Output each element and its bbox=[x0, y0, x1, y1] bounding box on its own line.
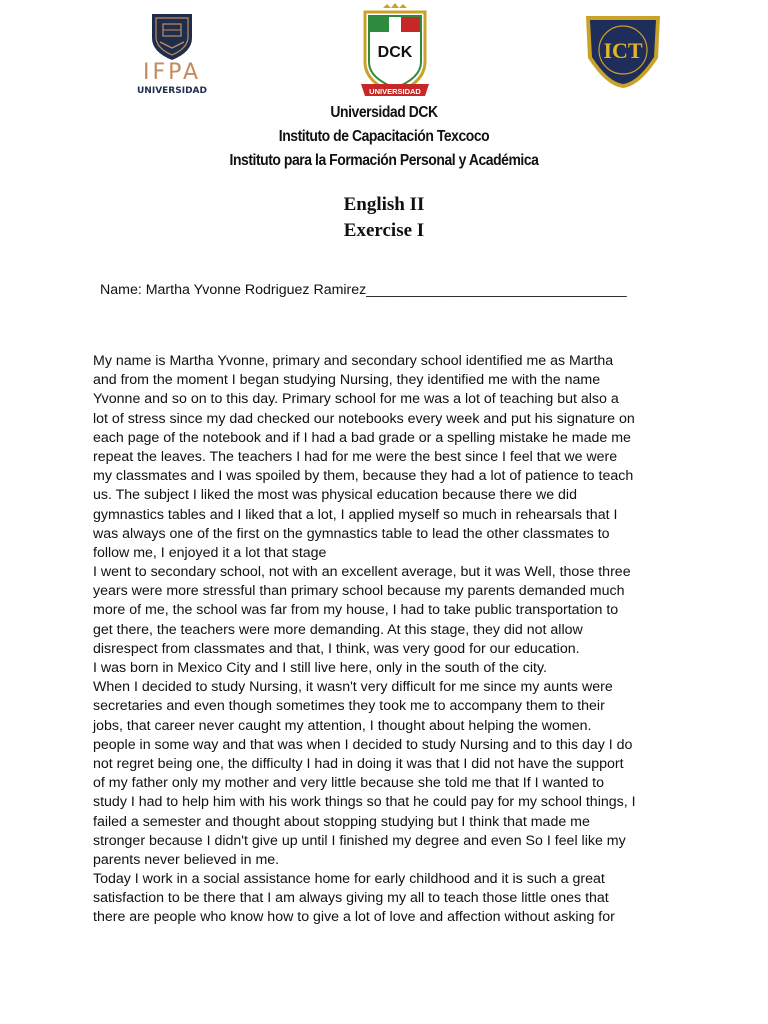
essay-line: my classmates and I was spoiled by them, because they had a lot of patience to teach bbox=[93, 468, 634, 485]
student-name-line: Name: Martha Yvonne Rodriguez Ramirez_________________________________ bbox=[100, 282, 627, 298]
essay-line: lot of stress since my dad checked our notebooks every week and put his signature on bbox=[93, 410, 635, 427]
essay-line: Today I work in a social assistance home for early childhood and it is such a great bbox=[93, 871, 605, 888]
header-institute-formacion: Instituto para la Formación Personal y Académica bbox=[229, 152, 539, 169]
essay-line: years were more stressful than primary school because my parents demanded much bbox=[93, 583, 625, 600]
header-institute-texcoco: Instituto de Capacitación Texcoco bbox=[278, 128, 490, 145]
essay-line: was always one of the first on the gymnastics table to lead the other classmates to bbox=[93, 525, 610, 542]
essay-line: secretaries and even though sometimes they took me to accompany them to their bbox=[93, 698, 605, 715]
dck-logo-text: DCK bbox=[377, 44, 413, 61]
essay-line: people in some way and that was when I decided to study Nursing and to this day I do bbox=[93, 736, 633, 753]
essay-line: parents never believed in me. bbox=[93, 851, 280, 868]
essay-line: stronger because I didn't give up until I finished my degree and even So I feel like my bbox=[93, 832, 626, 849]
essay-line: I went to secondary school, not with an excellent average, but it was Well, those three bbox=[93, 564, 631, 581]
ict-logo bbox=[580, 8, 666, 90]
dck-logo bbox=[355, 2, 435, 102]
ifpa-logo-text: IFPA bbox=[142, 60, 202, 85]
essay-line: more of me, the school was far from my house, I had to take public transportation to bbox=[93, 602, 619, 619]
essay-line: disrespect from classmates and that, I think, was very good for our education. bbox=[93, 640, 580, 657]
ifpa-logo-subtitle: UNIVERSIDAD bbox=[137, 86, 207, 96]
header-university: Universidad DCK bbox=[330, 104, 438, 121]
essay-line: I was born in Mexico City and I still live here, only in the south of the city. bbox=[93, 660, 547, 676]
essay-line: us. The subject I liked the most was physical education because there we did bbox=[93, 487, 577, 504]
essay-line: follow me, I enjoyed it a lot that stage bbox=[93, 544, 327, 561]
essay-line: there are people who know how to give a lot of love and affection without asking for bbox=[93, 909, 615, 926]
essay-line: When I decided to study Nursing, it wasn't very difficult for me since my aunts were bbox=[93, 679, 613, 696]
essay-line: not regret being one, the difficulty I had in doing it was that I did not have the support bbox=[93, 755, 624, 772]
essay-body bbox=[93, 352, 693, 928]
essay-line: repeat the leaves. The teachers I had for me were the best since I feel that we were bbox=[93, 448, 618, 465]
ict-logo-text: ICT bbox=[603, 38, 643, 63]
essay-line: of my father only my mother and very little because she told me that If I wanted to bbox=[93, 775, 604, 792]
essay-line: and from the moment I began studying Nursing, they identified me with the name bbox=[93, 372, 601, 389]
essay-line: satisfaction to be there that I am always giving my all to teach those little ones that bbox=[93, 890, 609, 907]
ifpa-logo bbox=[130, 10, 214, 98]
exercise-title: Exercise I bbox=[343, 220, 425, 241]
ifpa-shield-icon bbox=[130, 10, 214, 62]
essay-line: get there, the teachers were more demanding. At this stage, they did not allow bbox=[93, 621, 583, 638]
dck-logo-banner: UNIVERSIDAD bbox=[369, 87, 421, 96]
essay-line: failed a semester and thought about stopping studying but I think that made me bbox=[93, 813, 590, 830]
essay-line: jobs, that career never caught my attention, I thought about helping the women. bbox=[93, 717, 592, 734]
essay-line: Yvonne and so on to this day. Primary school for me was a lot of teaching but also a bbox=[93, 391, 619, 408]
course-title: English II bbox=[343, 194, 425, 215]
essay-line: gymnastics tables and I liked that a lot, I applied myself so much in rehearsals that I bbox=[93, 506, 618, 523]
essay-line: My name is Martha Yvonne, primary and secondary school identified me as Martha bbox=[93, 353, 614, 369]
essay-line: study I had to help him with his work things so that he could pay for my school things, I bbox=[93, 794, 636, 811]
essay-line: each page of the notebook and if I had a bad grade or a spelling mistake he made me bbox=[93, 429, 631, 446]
